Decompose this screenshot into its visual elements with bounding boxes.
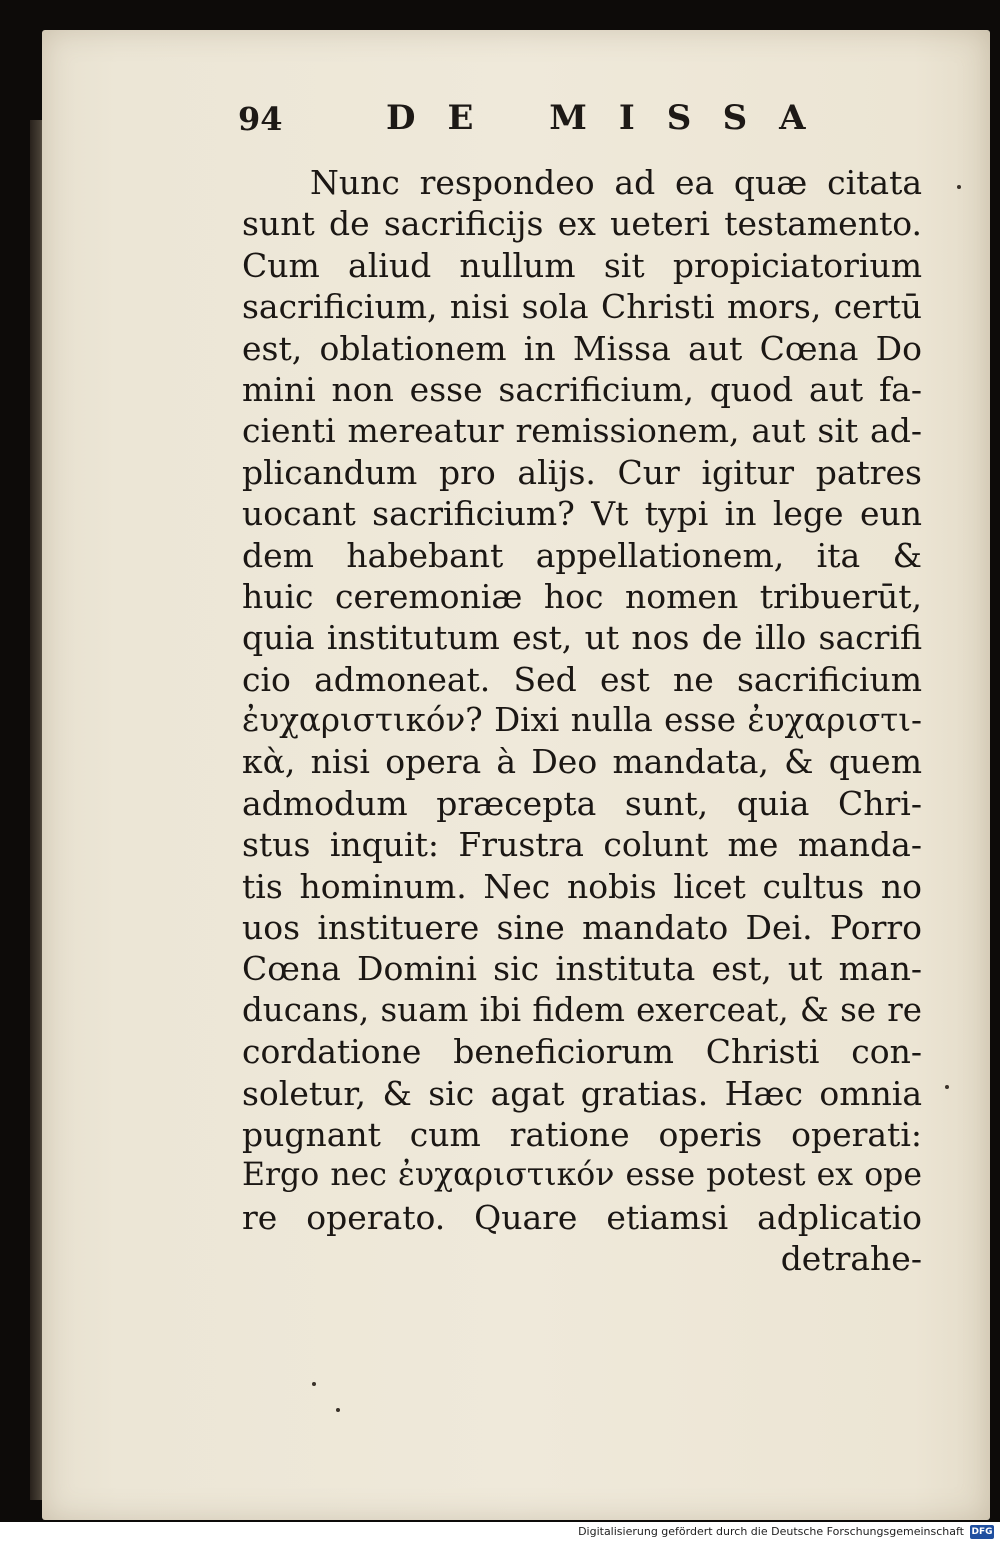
text-line: stus inquit: Frustra colunt me manda- [242,825,922,865]
body-text [242,162,922,1280]
text-line: ducans, suam ibi fidem exerceat, & se re [242,990,922,1029]
text-line: uocant sacrificium? Vt typi in lege eun [242,494,922,534]
text-line: quia institutum est, ut nos de illo sacrifi [242,618,922,658]
ink-speck [957,185,961,189]
ink-speck [312,1382,316,1386]
dfg-logo: DFG [971,1527,993,1537]
text-line: ἐυχαριστικόν? Dixi nulla esse ἐυχαριστι- [242,701,922,740]
text-line: dem habebant appellationem, ita & [242,535,922,575]
folio-number: 94 [238,100,283,138]
text-line: est, oblationem in Missa aut Cœna Do [242,328,922,368]
text-line: re operato. Quare etiamsi adplicatio [242,1197,922,1237]
text-line: plicandum pro alijs. Cur igitur patres [242,452,922,492]
text-line: Nunc respondeo ad ea quæ citata [310,163,922,202]
text-line: soletur, & sic agat gratias. Hæc omnia [242,1073,922,1113]
text-line: Ergo nec ἐυχαριστικόν esse potest ex ope [242,1157,922,1194]
digitization-footer [0,1522,1000,1543]
text-line: tis hominum. Nec nobis licet cultus no [242,866,922,906]
running-title: DE MISSA [386,98,838,138]
text-line: κὰ, nisi opera à Deo mandata, & quem [242,742,922,782]
text-line: cienti mereatur remissionem, aut sit ad- [242,411,922,451]
ink-speck [945,1085,949,1089]
text-line: cordatione beneficiorum Christi con- [242,1032,922,1072]
text-line: pugnant cum ratione operis operati: [242,1114,922,1154]
text-line: Cœna Domini sic instituta est, ut man- [242,949,922,989]
text-line: sunt de sacrificijs ex ueteri testamento. [242,204,922,244]
page-header [238,98,858,142]
text-line: uos instituere sine mandato Dei. Porro [242,908,922,948]
text-line: mini non esse sacrificium, quod aut fa- [242,369,922,409]
ink-speck [336,1408,340,1412]
footer-credit: Digitalisierung gefördert durch die Deutsche Forschungsgemeinschaft [578,1525,964,1538]
text-line: sacrificium, nisi sola Christi mors, certū [242,287,922,327]
catchword: detrahe- [780,1239,922,1279]
text-line: huic ceremoniæ hoc nomen tribuerūt, [242,576,922,616]
text-line: admodum præcepta sunt, quia Chri- [242,783,922,823]
text-line: cio admoneat. Sed est ne sacrificium [242,659,922,699]
text-line: Cum aliud nullum sit propiciatorium [242,245,922,285]
